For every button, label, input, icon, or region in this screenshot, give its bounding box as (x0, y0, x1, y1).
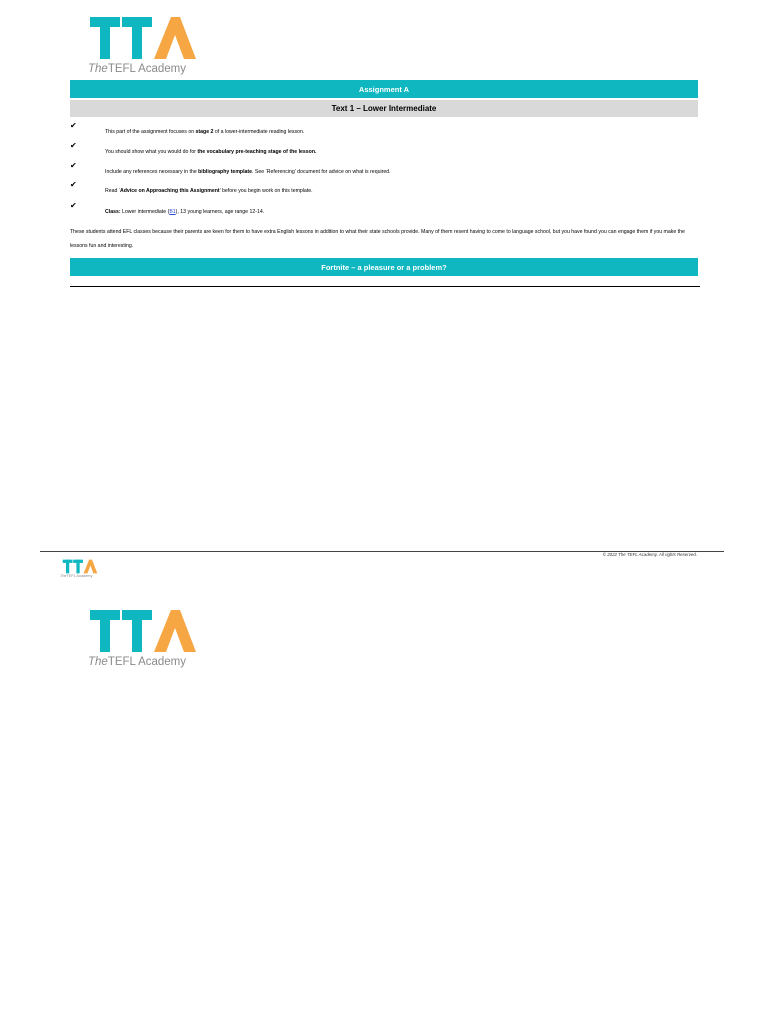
tta-logo-page2 (88, 608, 208, 670)
checklist-item: Class: Lower intermediate (B1), 13 young learners, age range 12-14. (105, 209, 265, 215)
tta-logo-page2-mark (88, 608, 198, 654)
class-description: These students attend EFL classes because their parents are keen for them to have extra English lessons in addition to what their state schools provide. Many of them resent having to come to language school, but you have found you can engage them if you make the lessons fun and interesting. (70, 229, 685, 249)
assignment-title-bar (70, 80, 698, 98)
tta-logo-small (60, 559, 105, 581)
reading-text-heading-bar (70, 258, 698, 276)
check-icon: ✔ (70, 161, 77, 170)
check-icon: ✔ (70, 121, 77, 130)
text-title: Text 1 – Lower Intermediate (331, 104, 437, 113)
logo-page2-subtitle: TheTEFL Academy (88, 656, 187, 668)
check-icon: ✔ (70, 180, 77, 189)
logo-subtitle: TheTEFL Academy (88, 63, 187, 75)
checklist-item: Read ‘Advice on Approaching this Assignment’ before you begin work on this template. (105, 188, 313, 194)
tta-logo-mark (88, 15, 198, 61)
cefr-level-link[interactable]: B1 (169, 209, 176, 215)
check-icon: ✔ (70, 141, 77, 150)
assignment-title: Assignment A (358, 84, 410, 94)
check-icon: ✔ (70, 201, 77, 210)
text-title-bar (70, 100, 698, 117)
content-divider (70, 286, 700, 287)
copyright-notice: © 2022 The TEFL Academy. All rights Reserved. (602, 552, 697, 557)
tta-logo-small-mark (60, 559, 100, 574)
checklist-item: You should show what you would do for the vocabulary pre-teaching stage of the lesson. (105, 149, 317, 155)
checklist-item: This part of the assignment focuses on stage 2 of a lower-intermediate reading lesson. (105, 129, 305, 135)
logo-small-subtitle: TheTEFL Academy (60, 574, 93, 578)
checklist-item: Include any references necessary in the bibliography template. See ‘Referencing’ document for advice on what is required. (105, 169, 391, 175)
reading-text-heading: Fortnite – a pleasure or a problem? (321, 262, 447, 272)
tta-logo (88, 15, 208, 77)
